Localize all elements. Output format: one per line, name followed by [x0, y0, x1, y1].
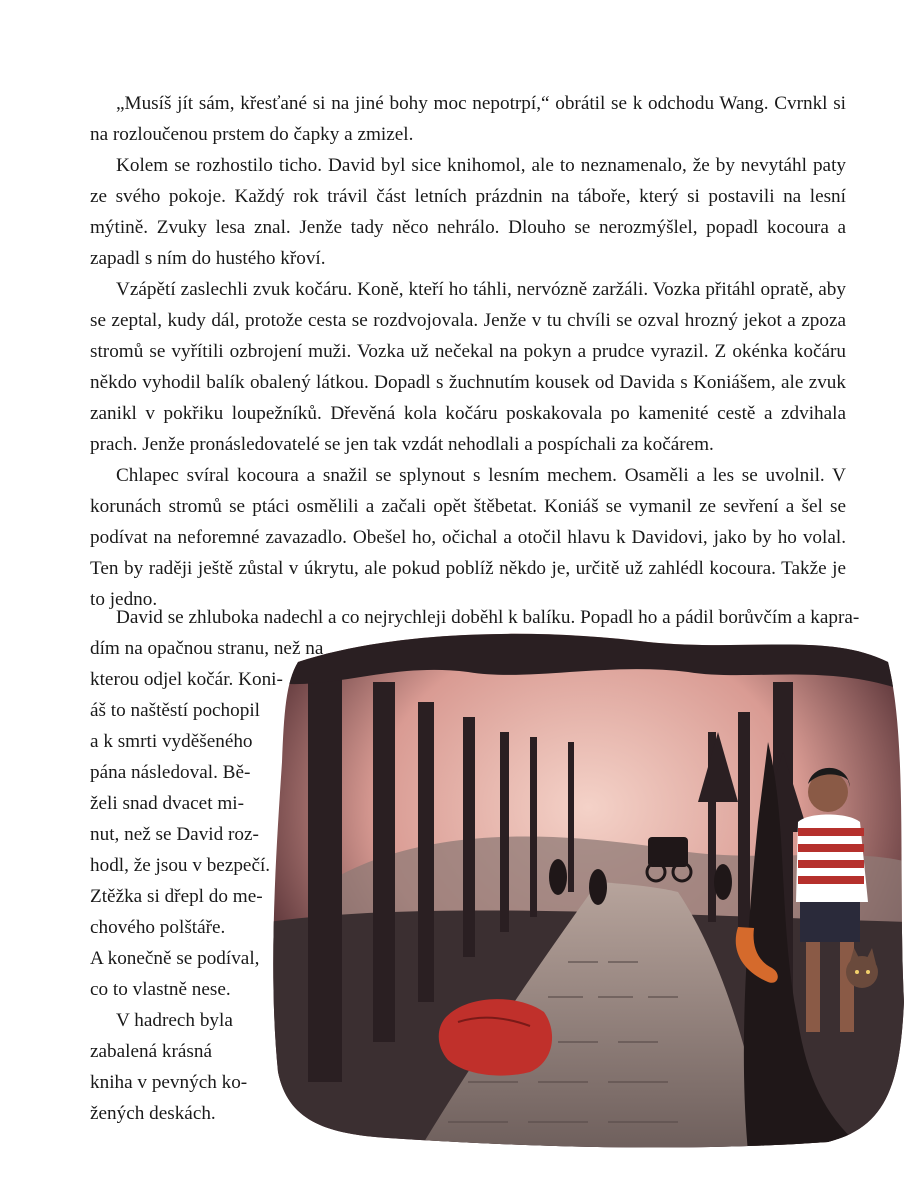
- text-line: A konečně se podíval,: [90, 948, 260, 969]
- text-line: a k smrti vyděšeného: [90, 731, 253, 752]
- text-line: žených deskách.: [90, 1103, 216, 1124]
- main-text: [90, 88, 846, 615]
- paragraph-1: „Musíš jít sám, křesťané si na jiné bohy moc nepotrpí,“ obrátil se k odchodu Wang. Cvrnkl si na rozloučenou prstem do čapky a zmizel.: [90, 93, 846, 145]
- text-line: pána následoval. Bě-: [90, 762, 251, 783]
- text-line: V hadrech byla: [116, 1010, 233, 1031]
- text-line: hodl, že jsou v bezpečí.: [90, 855, 271, 876]
- text-line: nut, než se David roz-: [90, 824, 259, 845]
- text-line: dím na opačnou stranu, než na: [90, 638, 324, 659]
- text-line: želi snad dvacet mi-: [90, 793, 244, 814]
- text-line: zabalená krásná: [90, 1041, 212, 1062]
- text-line: áš to naštěstí pochopil: [90, 700, 260, 721]
- forest-illustration: [268, 622, 908, 1152]
- text-line: kniha v pevných ko-: [90, 1072, 248, 1093]
- text-line: Ztěžka si dřepl do me-: [90, 886, 263, 907]
- text-line: chového polštáře.: [90, 917, 226, 938]
- text-line: kterou odjel kočár. Koni-: [90, 669, 283, 690]
- paragraph-2: Kolem se rozhostilo ticho. David byl sice knihomol, ale to neznamenalo, že by nevytáhl paty ze svého pokoje. Každý rok trávil část letních prázdnin na táboře, který si postavili na lesní mýtině. Zvuky lesa znal. Jenže tady něco nehrálo. Dlouho se nerozmýšlel, popadl kocoura a zapadl s ním do hustého křoví.: [90, 155, 846, 269]
- paragraph-4: Chlapec svíral kocoura a snažil se splynout s lesním mechem. Osaměli a les se uvolnil. V korunách stromů se ptáci osmělili a začali opět štěbetat. Koniáš se vymanil ze sevření a šel se podívat na neforemné zavazadlo. Obešel ho, očichal a otočil hlavu k Davidovi, jako by ho volal. Ten by raději ještě zůstal v úkrytu, ale pokud poblíž někdo je, určitě už zahlédl kocoura. Takže je to jedno.: [90, 465, 846, 610]
- paragraph-3: Vzápětí zaslechli zvuk kočáru. Koně, kteří ho táhli, nervózně zaržáli. Vozka přitáhl opratě, aby se zeptal, kudy dál, protože cesta se rozdvojovala. Jenže v tu chvíli se ozval hrozný jekot a zpoza stromů se vyřítili ozbrojení muži. Vozka už nečekal na pokyn a prudce vyrazil. Z okénka kočáru někdo vyhodil balík obalený látkou. Dopadl s žuchnutím kousek od Davida s Koniášem, ale zvuk zanikl v pokřiku loupežníků. Dřevěná kola kočáru poskakovala po kamenité cestě a zdvihala prach. Jenže pronásledovatelé se jen tak vzdát nehodlali a pospíchali za kočárem.: [90, 279, 846, 455]
- cloth-bundle: [439, 999, 552, 1076]
- text-line: David se zhluboka nadechl a co nejrychleji doběhl k balíku. Popadl ho a pádil borůvčím a kapra-: [116, 607, 860, 628]
- text-line: co to vlastně nese.: [90, 979, 231, 1000]
